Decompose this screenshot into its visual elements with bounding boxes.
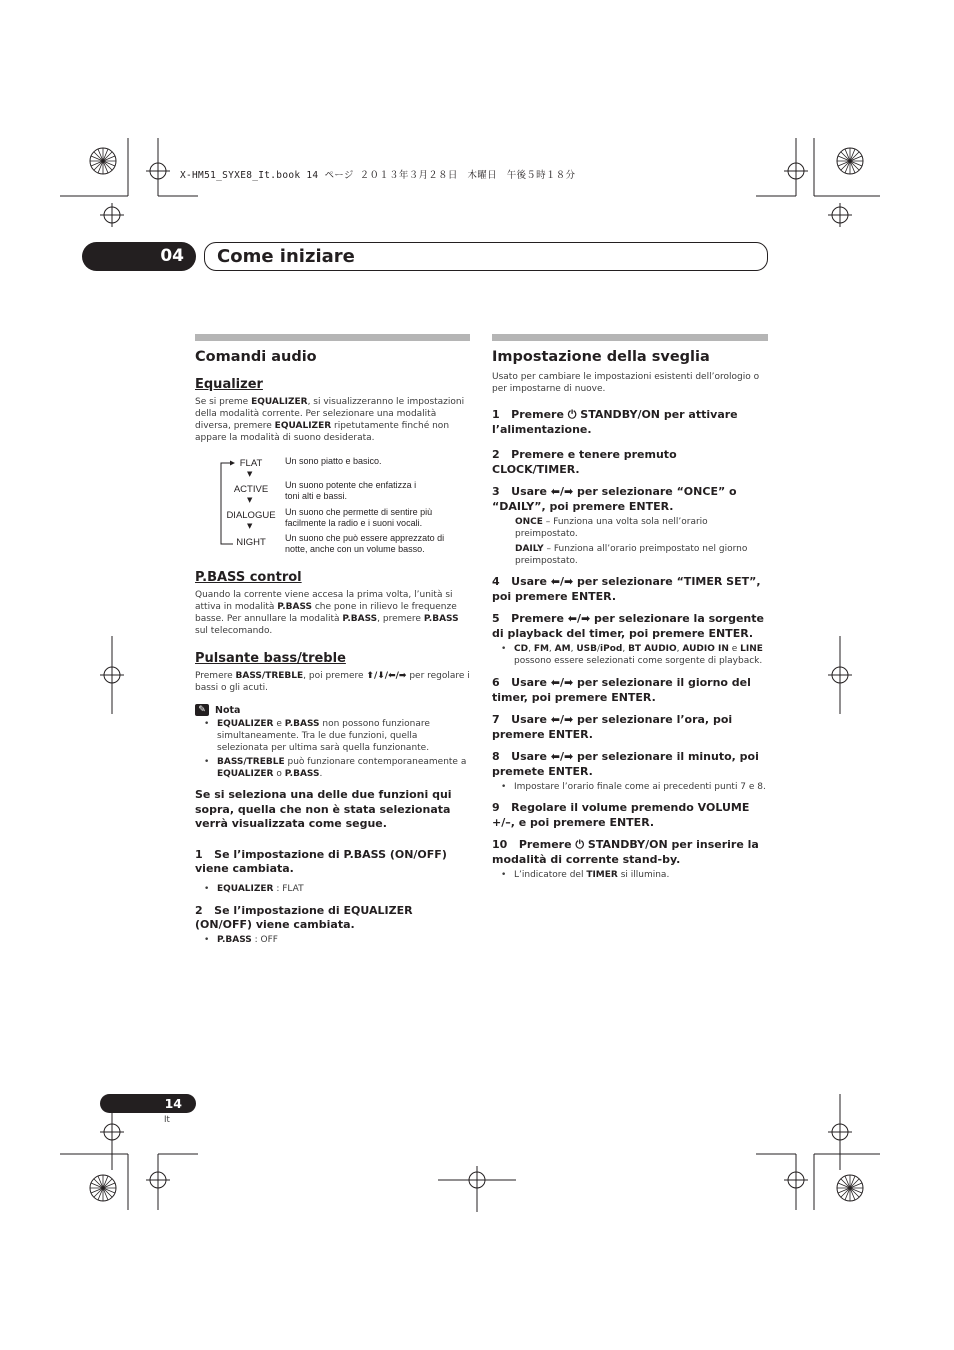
step-item: 7 Usare ⬅/➡ per selezionare l’ora, poi premere ENTER. [492,713,733,741]
arrow-down-icon: ▼ [247,522,253,530]
step-item: 5 Premere ⬅/➡ per selezionare la sorgente di playback del timer, poi premere ENTER. [492,612,764,640]
note-header: ✎ Nota [195,704,470,716]
page-number: 14 [100,1094,196,1113]
note-bullet: • BASS/TREBLE può funzionare contemporaneamente a EQUALIZER o P.BASS. [204,757,467,779]
note-icon: ✎ [195,704,209,716]
eq-mode-desc: Un suono che permette di sentire più facilmente la radio e i suoni vocali. [285,507,433,528]
section-bar [195,334,470,341]
bold-paragraph: Se si seleziona una delle due funzioni qui sopra, quella che non è stata selezionata verrà visualizzata come segue. [195,788,452,830]
step-bullet: • L’indicatore del TIMER si illumina. [501,870,670,880]
arrow-keys-icon: ⬆/⬇/⬅/➡ [366,671,407,681]
subheading-pbass: P.BASS control [195,570,302,585]
eq-mode-label: DIALOGUE [226,510,276,521]
eq-mode-label: ACTIVE [233,484,269,495]
arrow-down-icon: ▼ [247,496,253,504]
subheading-bass-treble: Pulsante bass/treble [195,651,346,666]
section-heading-sveglia: Impostazione della sveglia [492,349,710,365]
subheading-equalizer: Equalizer [195,377,263,392]
step-item: 1 Premere ⏻ STANDBY/ON per attivare l’alimentazione. [492,408,738,436]
book-info-line: X-HM51_SYXE8_It.book 14 ページ ２０１３年３月２８日 木曜日 午後５時１８分 [180,170,576,181]
eq-mode-label: NIGHT [236,537,266,548]
eq-mode-label: FLAT [239,458,263,469]
step-bullet: • CD, FM, AM, USB/iPod, BT AUDIO, AUDIO IN e LINE possono essere selezionati come sorgente di playback. [501,644,763,666]
eq-mode-desc: Un suono che può essere apprezzato di notte, anche con un volume basso. [285,533,445,554]
bass-treble-text: Premere BASS/TREBLE, poi premere ⬆/⬇/⬅/➡ per regolare i bassi o gli acuti. [195,671,470,693]
sveglia-intro: Usato per cambiare le impostazioni esistenti dell’orologio o per impostarne di nuove. [492,372,760,394]
step-item: 2 Premere e tenere premuto CLOCK/TIMER. [492,448,677,476]
eq-mode-desc: Un sono piatto e basico. [285,456,382,466]
pbass-text: Quando la corrente viene accesa la prima volta, l’unità si attiva in modalità P.BASS che pone in rilievo le frequenze basse. Per annullare la modalità P.BASS, premere P.BASS sul telecomando. [195,590,459,636]
eq-mode-desc: Un suono potente che enfatizza i toni alti e bassi. [285,480,417,501]
chapter-title: Come iniziare [204,242,768,271]
left-column [195,334,470,946]
step-sub-text: DAILY – Funziona all’orario preimpostato nel giorno preimpostato. [515,544,748,566]
step-bullet: • EQUALIZER : FLAT [204,883,304,894]
right-column [492,334,768,881]
step-item: 1 Se l’impostazione di P.BASS (ON/OFF) viene cambiata. [195,847,447,875]
section-heading-comandi-audio: Comandi audio [195,349,317,365]
equalizer-intro: Se si preme EQUALIZER, si visualizzeranno le impostazioni della modalità corrente. Per selezionare una modalità diversa, premere EQUALIZER ripetutamente finché non appare la modalità di suono desiderata. [195,397,465,443]
step-item: 10 Premere ⏻ STANDBY/ON per inserire la modalità di corrente stand-by. [492,838,759,866]
arrow-down-icon: ▼ [247,470,253,478]
step-item: 4 Usare ⬅/➡ per selezionare “TIMER SET”, poi premere ENTER. [492,575,761,603]
step-item: 8 Usare ⬅/➡ per selezionare il minuto, poi premete ENTER. [492,750,759,778]
section-bar [492,334,768,341]
chapter-number: 04 [82,242,196,271]
step-item: 2 Se l’impostazione di EQUALIZER (ON/OFF) viene cambiata. [195,903,413,931]
note-bullet: • EQUALIZER e P.BASS non possono funzionare simultaneamente. Tra le due funzioni, quella selezionata per ultima sarà quella funzionante. [204,719,430,753]
step-bullet: • Impostare l’orario finale come ai precedenti punti 7 e 8. [501,782,766,792]
page-language: It [164,1115,170,1125]
step-item: 3 Usare ⬅/➡ per selezionare “ONCE” o “DAILY”, poi premere ENTER. [492,485,737,513]
step-sub-text: ONCE – Funziona una volta sola nell’orario preimpostato. [515,517,708,539]
step-bullet: • P.BASS : OFF [204,934,278,945]
step-item: 6 Usare ⬅/➡ per selezionare il giorno del timer, poi premere ENTER. [492,676,751,704]
equalizer-mode-diagram [195,450,470,554]
step-item: 9 Regolare il volume premendo VOLUME +/–, e poi premere ENTER. [492,801,750,829]
